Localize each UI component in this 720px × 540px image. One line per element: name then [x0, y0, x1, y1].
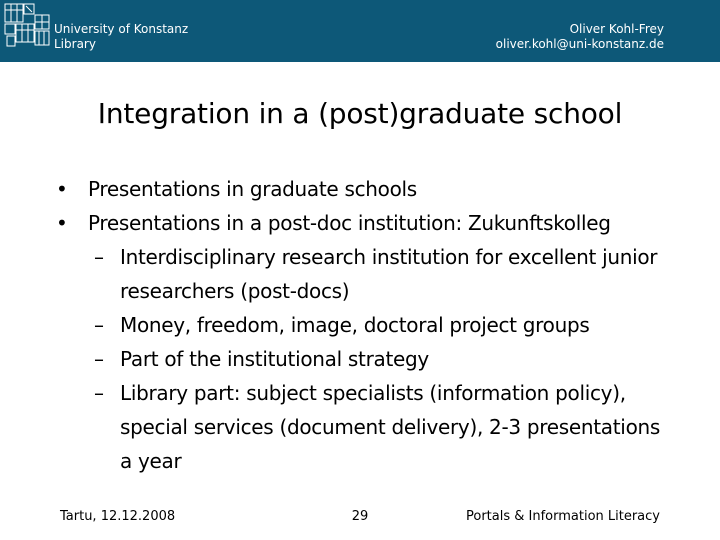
sub-bullet-text: Part of the institutional strategy	[120, 347, 429, 371]
header-bar	[0, 0, 720, 62]
bullet-marker: •	[56, 211, 68, 235]
slide-content	[56, 172, 676, 478]
author-email: oliver.kohl@uni-konstanz.de	[495, 37, 664, 51]
sub-bullet-item	[56, 240, 676, 308]
bullet-item	[56, 206, 676, 240]
author-name: Oliver Kohl-Frey	[569, 22, 664, 36]
footer-page-number: 29	[351, 509, 369, 524]
university-logo-icon	[4, 3, 50, 49]
sub-bullet-text: Interdisciplinary research institution for excellent junior researchers (post-docs)	[120, 245, 658, 303]
footer-location-date: Tartu, 12.12.2008	[60, 509, 176, 524]
bullet-item	[56, 172, 676, 206]
institution-line-1: University of Konstanz	[54, 22, 189, 36]
bullet-text: Presentations in a post-doc institution: Zukunftskolleg	[88, 211, 611, 235]
sub-bullet-marker: –	[94, 381, 104, 405]
sub-bullet-text: Money, freedom, image, doctoral project groups	[120, 313, 590, 337]
footer-presentation-title: Portals & Information Literacy	[465, 509, 660, 524]
sub-bullet-marker: –	[94, 313, 104, 337]
author-info	[496, 22, 664, 52]
sub-bullet-item	[56, 342, 676, 376]
bullet-marker: •	[56, 177, 68, 201]
bullet-text: Presentations in graduate schools	[88, 177, 417, 201]
sub-bullet-marker: –	[94, 245, 104, 269]
sub-bullet-item	[56, 376, 676, 478]
institution-line-2: Library	[54, 37, 96, 51]
sub-bullet-item	[56, 308, 676, 342]
sub-bullet-marker: –	[94, 347, 104, 371]
slide-title: Integration in a (post)graduate school	[97, 97, 623, 130]
sub-bullet-text: Library part: subject specialists (information policy), special services (document delivery), 2-3 presentations a year	[120, 381, 660, 473]
institution-name	[54, 22, 188, 52]
